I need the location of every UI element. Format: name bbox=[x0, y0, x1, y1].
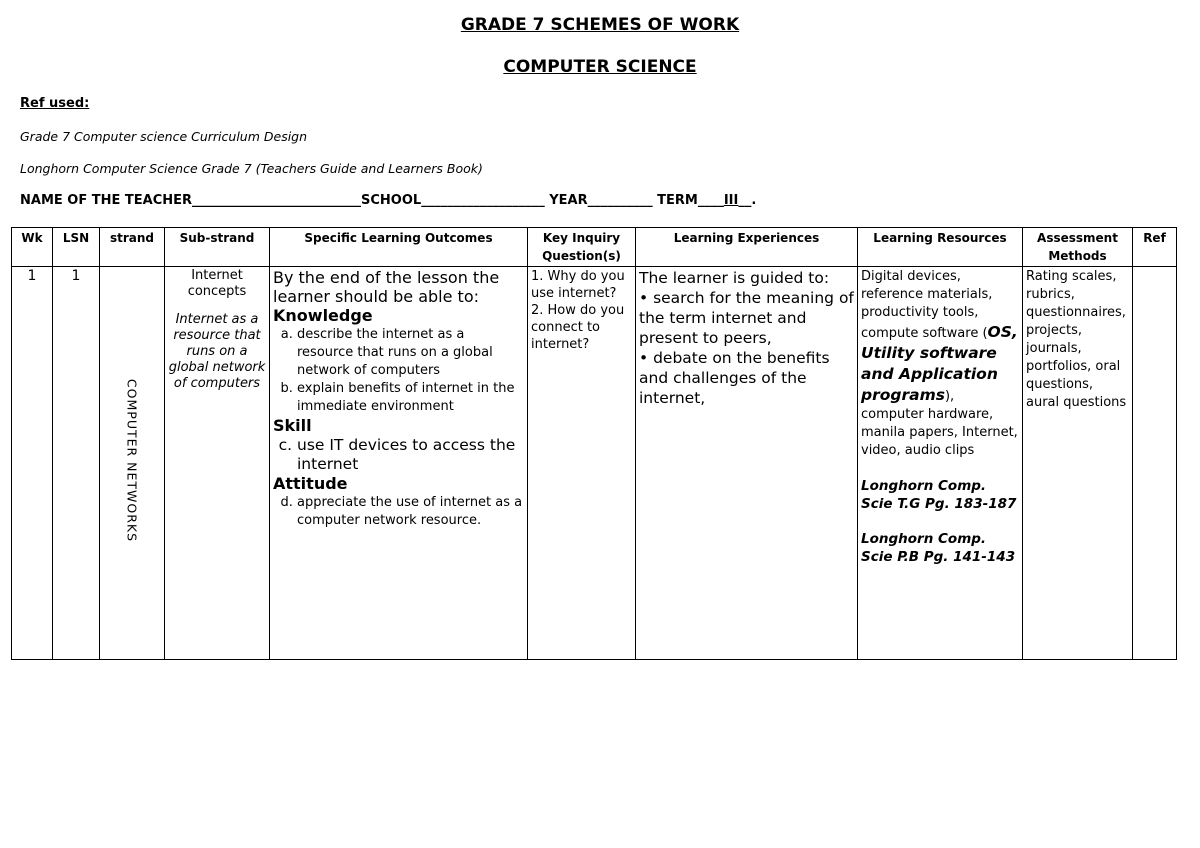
strand-text: COMPUTER NETWORKS bbox=[124, 378, 140, 543]
document-title: GRADE 7 SCHEMES OF WORK bbox=[460, 15, 740, 35]
header-learning-resources: Learning Resources bbox=[858, 228, 1023, 267]
cell-lesson: 1 bbox=[53, 267, 100, 660]
reference-curriculum: Grade 7 Computer science Curriculum Design bbox=[20, 129, 308, 144]
experience-item: • debate on the benefits and challenges of the internet, bbox=[639, 349, 830, 407]
cell-learning-resources bbox=[858, 267, 1023, 660]
cell-assessment-methods: Rating scales, rubrics, questionnaires, projects, journals, portfolios, oral questions, aural questions bbox=[1023, 267, 1133, 660]
resources-software: OS, Utility software and Application programs bbox=[861, 323, 1018, 404]
cell-strand bbox=[100, 267, 165, 660]
skill-heading: Skill bbox=[273, 416, 312, 435]
scheme-table bbox=[11, 227, 1177, 660]
term-value: III bbox=[723, 193, 739, 208]
header-wk: Wk bbox=[12, 228, 53, 267]
header-learning-experiences: Learning Experiences bbox=[636, 228, 858, 267]
references-heading: Ref used: bbox=[20, 96, 90, 111]
term-post-blank: __. bbox=[738, 193, 757, 208]
inquiry-question: 1. Why do you use internet? bbox=[531, 269, 625, 301]
experiences-intro: The learner is guided to: bbox=[639, 269, 830, 287]
skill-item: c. use IT devices to access the internet bbox=[297, 436, 524, 474]
cell-learning-experiences bbox=[636, 267, 858, 660]
knowledge-item: a. describe the internet as a resource that runs on a global network of computers bbox=[297, 326, 524, 380]
sub-strand-title: Internet concepts bbox=[187, 268, 247, 299]
resources-list bbox=[861, 268, 1019, 460]
attitude-item: d. appreciate the use of internet as a computer network resource. bbox=[297, 494, 524, 530]
experience-item: • search for the meaning of the term internet and present to peers, bbox=[639, 289, 854, 347]
cell-inquiry-questions bbox=[528, 267, 636, 660]
sub-strand-description: Internet as a resource that runs on a global network of computers bbox=[168, 312, 266, 391]
cell-week: 1 bbox=[12, 267, 53, 660]
teacher-label: NAME OF THE TEACHER bbox=[20, 193, 193, 208]
subject-title: COMPUTER SCIENCE bbox=[503, 57, 697, 77]
header-sub-strand: Sub-strand bbox=[165, 228, 270, 267]
outcomes-intro: By the end of the lesson the learner should be able to: bbox=[273, 268, 500, 306]
header-learning-outcomes: Specific Learning Outcomes bbox=[270, 228, 528, 267]
year-label: YEAR bbox=[544, 193, 588, 208]
table-row bbox=[12, 267, 1177, 660]
teacher-blank: __________________________ bbox=[192, 193, 362, 208]
resource-reference-tg: Longhorn Comp. Scie T.G Pg. 183-187 bbox=[861, 478, 1017, 512]
cell-ref bbox=[1133, 267, 1177, 660]
term-label: TERM bbox=[652, 193, 698, 208]
resources-text-rest: ), computer hardware, manila papers, Internet, video, audio clips bbox=[861, 389, 1018, 458]
cell-learning-outcomes bbox=[270, 267, 528, 660]
school-blank: ___________________ bbox=[421, 193, 545, 208]
year-blank: __________ bbox=[587, 193, 653, 208]
header-assessment-methods: Assessment Methods bbox=[1023, 228, 1133, 267]
resource-reference-pb: Longhorn Comp. Scie P.B Pg. 141-143 bbox=[861, 531, 1016, 565]
teacher-info-line bbox=[20, 193, 756, 208]
cell-sub-strand bbox=[165, 267, 270, 660]
header-strand: strand bbox=[100, 228, 165, 267]
school-label: SCHOOL bbox=[361, 193, 422, 208]
inquiry-question: 2. How do you connect to internet? bbox=[531, 303, 625, 352]
knowledge-heading: Knowledge bbox=[273, 306, 373, 325]
attitude-heading: Attitude bbox=[273, 474, 348, 493]
header-ref: Ref bbox=[1133, 228, 1177, 267]
term-pre-blank: ____ bbox=[697, 193, 724, 208]
reference-textbook: Longhorn Computer Science Grade 7 (Teachers Guide and Learners Book) bbox=[20, 161, 483, 176]
resources-text: Digital devices, reference materials, productivity tools, compute software ( bbox=[861, 269, 993, 341]
table-header-row bbox=[12, 228, 1177, 267]
knowledge-item: b. explain benefits of internet in the immediate environment bbox=[297, 380, 524, 416]
header-inquiry-questions: Key Inquiry Question(s) bbox=[528, 228, 636, 267]
header-lsn: LSN bbox=[53, 228, 100, 267]
